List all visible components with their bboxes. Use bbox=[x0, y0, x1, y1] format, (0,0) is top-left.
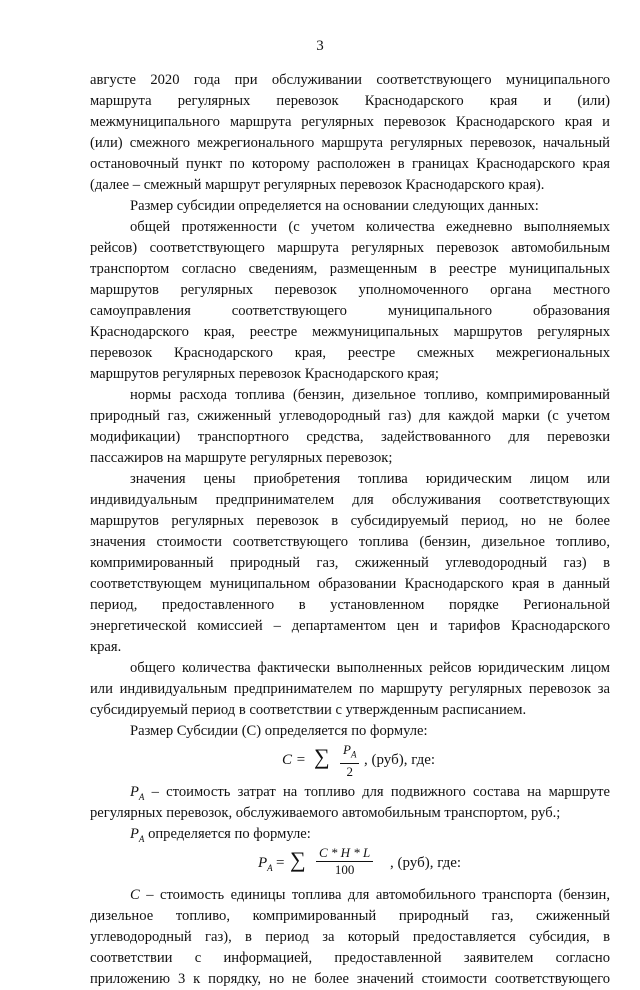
formula2-fraction bbox=[316, 845, 373, 878]
text-line: маршрутов регулярных перевозок в субсидируемый период, но не более bbox=[90, 513, 610, 529]
formula1-rhs: , (руб), где: bbox=[364, 752, 436, 768]
variable-symbol: C bbox=[130, 887, 140, 903]
formula-cost bbox=[90, 845, 610, 885]
text-line: модификации) транспортного средства, задействованного для перевозки bbox=[90, 429, 610, 445]
text-line: маршрута регулярных перевозок Краснодарского края и (или) bbox=[90, 93, 610, 109]
text-line: остановочный пункт по которому расположен в границах Краснодарского края bbox=[90, 156, 610, 172]
text-line: самоуправления соответствующего муниципального образования bbox=[90, 303, 610, 319]
text-line bbox=[90, 782, 610, 803]
text-line: края. bbox=[90, 639, 122, 655]
variable-symbol: P bbox=[130, 784, 139, 800]
text-line: пассажиров на маршруте регулярных перевозок; bbox=[90, 450, 393, 466]
formula1-numerator-sub: A bbox=[350, 749, 357, 760]
formula2-denominator: 100 bbox=[334, 862, 355, 877]
text-line: маршрутов регулярных перевозок Краснодарского края; bbox=[90, 366, 439, 382]
formula1-lhs: С = bbox=[282, 752, 306, 768]
page-number: 3 bbox=[316, 38, 324, 54]
paragraphs-part2 bbox=[90, 782, 610, 845]
text-line: энергетической комиссией – департаментом цен и тарифов Краснодарского bbox=[90, 618, 610, 634]
variable-subscript: A bbox=[138, 833, 145, 844]
text-line: рейсов) соответствующего маршрута регулярных перевозок автомобильным bbox=[90, 240, 610, 256]
text-line: соответствующем муниципальном образовании Краснодарского края в данный bbox=[90, 576, 610, 592]
text-line: соответствии с информацией, предоставленной заявителем согласно bbox=[90, 950, 610, 966]
text-line: Размер субсидии определяется на основании следующих данных: bbox=[130, 198, 539, 214]
formula1-fraction bbox=[340, 742, 359, 780]
text-line: индивидуальным предпринимателем для обслуживания соответствующих bbox=[90, 492, 610, 508]
text-line: компримированный природный газ, сжиженный углеводородный газ) в bbox=[90, 555, 610, 571]
text-line: приложению 3 к порядку, но не более значений стоимости соответствующего bbox=[90, 971, 610, 987]
variable-subscript: A bbox=[138, 791, 145, 802]
text-line: значения цены приобретения топлива юридическим лицом или bbox=[130, 471, 610, 487]
formula2-equals: = bbox=[276, 855, 285, 871]
text-line: дизельное топливо, компримированный природный газ, сжиженный bbox=[90, 908, 610, 924]
variable-symbol: P bbox=[130, 826, 139, 842]
text-line: (далее – смежный маршрут регулярных перевозок Краснодарского края). bbox=[90, 177, 545, 193]
text-line: транспортом согласно сведениям, размещенным в реестре муниципальных bbox=[90, 261, 610, 277]
paragraphs-part3 bbox=[90, 885, 610, 990]
line-text: – стоимость единицы топлива для автомобильного транспорта (бензин, bbox=[139, 887, 610, 903]
formula2-lhs: $P_A$ bbox=[258, 855, 273, 873]
formula-subsidy bbox=[90, 742, 610, 782]
text-line: маршрутов регулярных перевозок уполномоченного органа местного bbox=[90, 282, 610, 298]
formula2-rhs: , (руб), где: bbox=[390, 855, 462, 871]
text-line: период, предоставленного в установленном порядке Региональной bbox=[90, 597, 610, 613]
text-line: Размер Субсидии (С) определяется по формуле: bbox=[130, 723, 428, 739]
line-text: – стоимость затрат на топливо для подвижного состава на маршруте bbox=[144, 784, 610, 800]
text-line: августе 2020 года при обслуживании соответствующего муниципального bbox=[90, 72, 610, 88]
text-line: межмуниципального маршрута регулярных перевозок Краснодарского края и bbox=[90, 114, 610, 130]
text-line: перевозок Краснодарского края, реестре смежных межрегиональных bbox=[90, 345, 610, 361]
text-line: регулярных перевозок, обслуживаемого автомобильным транспортом, руб.; bbox=[90, 805, 561, 821]
text-line: Краснодарского края, реестре межмуниципальных маршрутов регулярных bbox=[90, 324, 610, 340]
text-line: общей протяженности (с учетом количества ежедневно выполняемых bbox=[130, 219, 610, 235]
text-line: или индивидуальным предпринимателем по маршруту регулярных перевозок за bbox=[90, 681, 610, 697]
text-line: значения стоимости соответствующего топлива (бензин, дизельное топливо, bbox=[90, 534, 610, 550]
text-line: природный газ, сжиженный углеводородный газ) для каждой марки (с учетом bbox=[90, 408, 610, 424]
formula1-numerator: P bbox=[343, 742, 351, 757]
text-line: общего количества фактически выполненных рейсов юридическим лицом bbox=[130, 660, 610, 676]
formula1-denominator: 2 bbox=[346, 763, 353, 779]
line-text: определяется по формуле: bbox=[144, 826, 311, 842]
text-line: субсидируемый период в соответствии с утвержденным расписанием. bbox=[90, 702, 527, 718]
text-line: нормы расхода топлива (бензин, дизельное топливо, компримированный bbox=[130, 387, 610, 403]
formula1-sum-sign: ∑ bbox=[314, 744, 330, 769]
document-body bbox=[90, 70, 610, 990]
text-line: (или) смежного межрегионального маршрута регулярных перевозок, начальный bbox=[90, 135, 610, 151]
paragraphs-part1 bbox=[90, 70, 610, 742]
text-line bbox=[90, 885, 610, 906]
formula2-numerator: C * H * L bbox=[316, 845, 373, 862]
formula2-sum-sign: ∑ bbox=[290, 847, 306, 872]
text-line: углеводородный газ), в период за который предоставляется субсидия, в bbox=[90, 929, 610, 945]
text-line bbox=[90, 824, 610, 845]
